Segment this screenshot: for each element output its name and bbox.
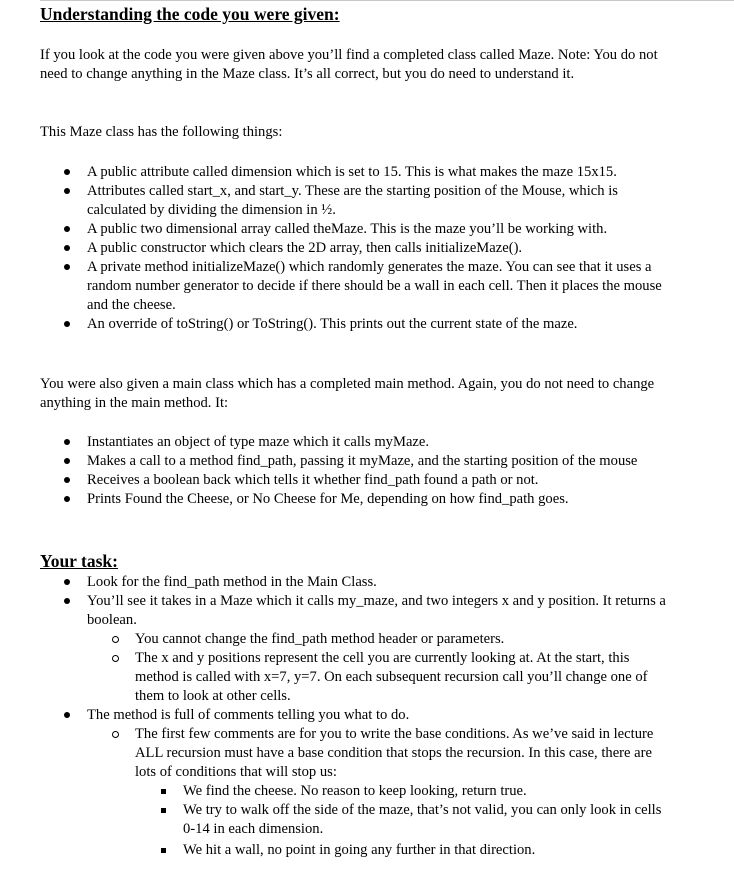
list-item: Prints Found the Cheese, or No Cheese for Me, depending on how find_path goes. <box>40 490 680 509</box>
section-heading-your-task: Your task: <box>40 551 118 571</box>
bullet-icon <box>64 321 70 327</box>
list-item: A private method initializeMaze() which randomly generates the maze. You can see that it uses a random number generator to decide if there should be a wall in each cell. Then it places the mouse and the cheese. <box>40 258 680 315</box>
bullet-icon <box>64 458 70 464</box>
bullet-icon <box>64 439 70 445</box>
list-item: The x and y positions represent the cell you are currently looking at. At the start, this method is called with x=7, y=7. On each subsequent recursion call you’ll change one of them to look at other cells. <box>40 649 670 706</box>
list-item: You cannot change the find_path method header or parameters. <box>40 630 670 649</box>
list-item: Instantiates an object of type maze which it calls myMaze. <box>40 433 680 452</box>
list-item: You’ll see it takes in a Maze which it calls my_maze, and two integers x and y position. It returns a boolean. <box>40 592 670 630</box>
hollow-bullet-icon <box>112 636 119 643</box>
bullet-icon <box>64 579 70 585</box>
bullet-icon <box>64 477 70 483</box>
task-list <box>40 573 670 860</box>
list-item: The method is full of comments telling you what to do. <box>40 706 670 725</box>
bullet-icon <box>64 496 70 502</box>
list-item: Makes a call to a method find_path, passing it myMaze, and the starting position of the mouse <box>40 452 680 471</box>
list-item: A public attribute called dimension which is set to 15. This is what makes the maze 15x15. <box>40 163 680 182</box>
bullet-icon <box>64 226 70 232</box>
bullet-icon <box>64 245 70 251</box>
square-bullet-icon <box>161 848 166 853</box>
list-item: The first few comments are for you to write the base conditions. As we’ve said in lecture ALL recursion must have a base condition that stops the recursion. In this case, there are lots of conditions that will stop us: <box>40 725 670 782</box>
main-intro-paragraph: You were also given a main class which has a completed main method. Again, you do not need to change anything in the main method. It: <box>40 376 655 411</box>
bullet-icon <box>64 264 70 270</box>
page-top-rule <box>40 0 734 1</box>
list-item: Attributes called start_x, and start_y. These are the starting position of the Mouse, which is calculated by dividing the dimension in ½. <box>40 182 680 220</box>
list-item: We hit a wall, no point in going any further in that direction. <box>40 841 670 860</box>
bullet-icon <box>64 712 70 718</box>
list-item: A public constructor which clears the 2D array, then calls initializeMaze(). <box>40 239 680 258</box>
list-item: Look for the find_path method in the Main Class. <box>40 573 670 592</box>
bullet-icon <box>64 188 70 194</box>
list-item: An override of toString() or ToString(). This prints out the current state of the maze. <box>40 315 680 334</box>
bullet-icon <box>64 598 70 604</box>
list-item: We try to walk off the side of the maze, that’s not valid, you can only look in cells 0-14 in each dimension. <box>40 801 670 839</box>
hollow-bullet-icon <box>112 655 119 662</box>
hollow-bullet-icon <box>112 731 119 738</box>
list-item: We find the cheese. No reason to keep looking, return true. <box>40 782 670 801</box>
intro-paragraph: If you look at the code you were given above you’ll find a completed class called Maze. Note: You do not need to change anything in the Maze class. It’s all correct, but you do need to understand it. <box>40 47 658 82</box>
list-item: A public two dimensional array called theMaze. This is the maze you’ll be working with. <box>40 220 680 239</box>
bullet-icon <box>64 169 70 175</box>
section-heading-understanding: Understanding the code you were given: <box>40 4 340 24</box>
square-bullet-icon <box>161 789 166 794</box>
maze-class-list <box>40 163 680 334</box>
list-item: Receives a boolean back which tells it whether find_path found a path or not. <box>40 471 680 490</box>
main-class-list <box>40 433 680 509</box>
maze-intro-paragraph: This Maze class has the following things: <box>40 124 283 140</box>
square-bullet-icon <box>161 808 166 813</box>
